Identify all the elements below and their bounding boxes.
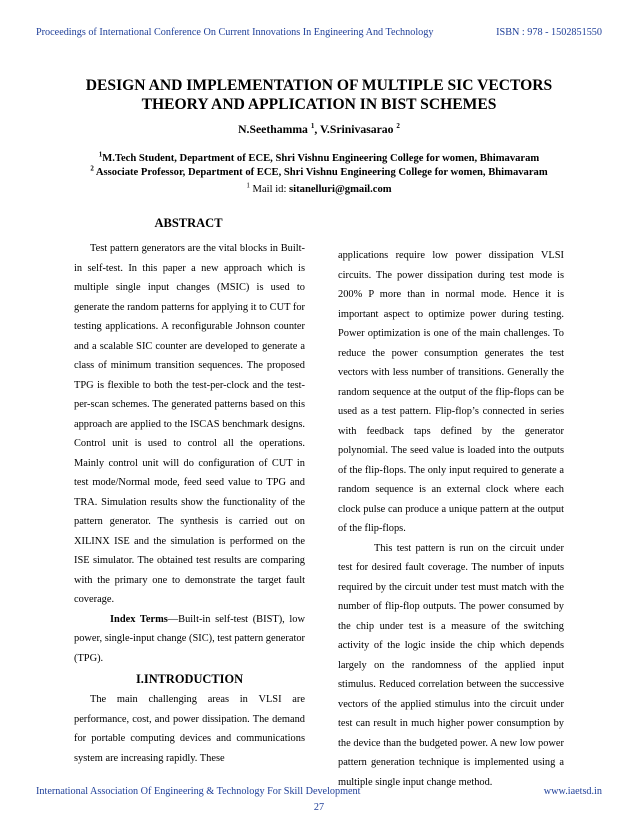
body-paragraph-1: applications require low power dissipation VLSI circuits. The power dissipation during test mode is 200% P more than in normal mode. Hence it is important aspect to optimize power during testing. Power optimization is one of the main challenges. To reduce the power consumption generates the test vectors with less number of transitions. Generally the random sequence at the output of the flip-flops can be used as a test pattern. Flip-flop’s connected in series with feedback taps defined by the generator polynomial. The seed value is loaded into the outputs of the flip-flops. The only input required to generate a random sequence is an external clock where each clock pulse can produce a unique pattern at the output of the flip-flops. xyxy=(338,250,564,534)
affiliation-2 xyxy=(0,164,638,178)
index-terms xyxy=(74,610,305,669)
abstract-body: Test pattern generators are the vital blocks in Built-in self-test. In this paper a new approach which is multiple single input changes (MSIC) is used to generate the random patterns for applying it to CUT for testing applications. A reconfigurable Johnson counter and a scalable SIC counter are developed to generate a class of minimum transition sequences. The proposed TPG is flexible to both the test-per-clock and the test-per-scan schemes. The generated patterns based on this approach are applied to the ISCAS benchmark designs. Control unit is used to control all the operations. Mainly control unit will do configuration of CUT in test mode/Normal mode, feed seed value to TPG and TRA. Simulation results show the functionality of the pattern generator. The synthesis is carried out on XILINX ISE and the simulation is performed on the ISE simulator. The obtained test results are comparing with the primary one to demonstrate the target fault coverage. xyxy=(74,243,305,605)
affiliation-1-sup: 1 xyxy=(98,150,103,159)
index-terms-text: —Built-in self-test (BIST), low power, single-input change (SIC), test pattern generator (TPG). xyxy=(74,613,305,664)
paper-title xyxy=(60,76,578,114)
footer-website: www.iaetsd.in xyxy=(543,786,602,797)
body-paragraph-2: This test pattern is run on the circuit under test for desired fault coverage. The number of inputs required by the circuit under test must match with the number of flip-flop outputs. The power consumed by the chip under test is a measure of the switching activity of the logic inside the chip which depends largely on the randomness of the applied input stimulus. Reduced correlation between the successive vectors of the applied stimulus into the circuit under test can result in much higher power consumption by the device than the budgeted power. A new low power pattern generation technique is implemented using a multiple single input change method. xyxy=(338,542,564,788)
affiliation-2-text: Associate Professor, Department of ECE, Shri Vishnu Engineering College for women, Bhimavaram xyxy=(93,167,548,178)
affiliation-1-text: M.Tech Student, Department of ECE, Shri Vishnu Engineering College for women, Bhimavaram xyxy=(102,153,540,164)
title-line-1: DESIGN AND IMPLEMENTATION OF MULTIPLE SIC VECTORS xyxy=(85,77,553,94)
affiliation-2-sup: 2 xyxy=(90,164,94,173)
mail-address: sitanelluri@gmail.com xyxy=(289,184,392,195)
contact-email xyxy=(0,181,638,195)
author-list xyxy=(0,123,638,136)
header-isbn: ISBN : 978 - 1502851550 xyxy=(496,27,602,38)
mail-sup: 1 xyxy=(246,181,250,190)
footer-association: International Association Of Engineering & Technology For Skill Development xyxy=(36,786,361,797)
introduction-body: The main challenging areas in VLSI are performance, cost, and power dissipation. The demand for portable computing devices and communications system are increasing rapidly. These xyxy=(74,694,305,764)
page-number: 27 xyxy=(313,802,325,813)
title-line-2: THEORY AND APPLICATION IN BIST SCHEMES xyxy=(141,96,497,113)
author-separator: , xyxy=(314,123,320,136)
abstract-heading: ABSTRACT xyxy=(154,216,223,230)
author-1: N.Seethamma xyxy=(238,123,308,136)
author-1-sup: 1 xyxy=(310,122,315,131)
author-2-sup: 2 xyxy=(396,122,400,131)
author-2: V.Srinivasarao xyxy=(319,123,394,136)
affiliation-1 xyxy=(0,150,638,164)
mail-label: Mail id: xyxy=(249,184,290,195)
index-terms-label: Index Terms xyxy=(110,613,168,625)
left-column xyxy=(74,239,305,768)
introduction-heading: I.INTRODUCTION xyxy=(135,672,244,686)
right-column xyxy=(338,246,564,792)
header-conference: Proceedings of International Conference On Current Innovations In Engineering And Technology xyxy=(36,27,434,38)
